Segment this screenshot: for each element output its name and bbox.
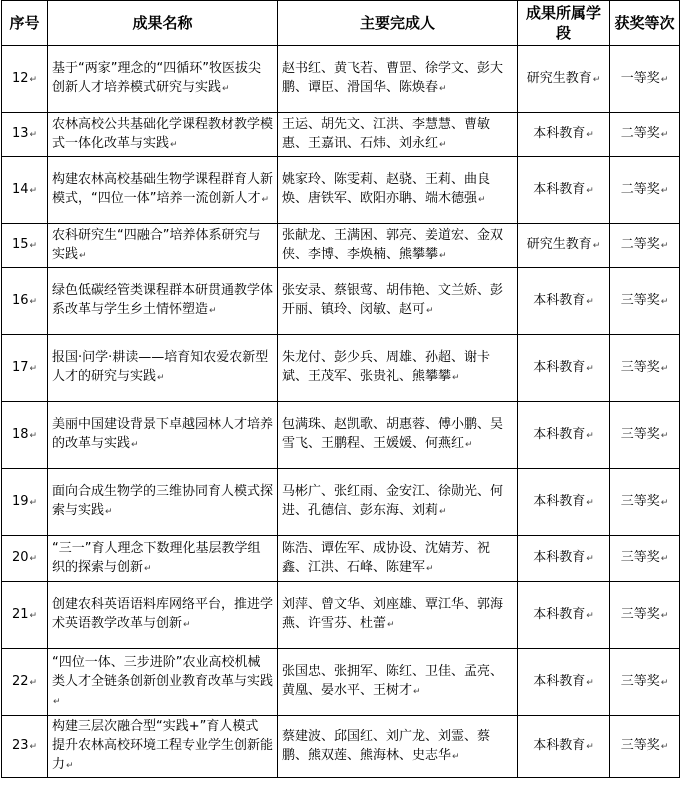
header-stage: 成果所属学段 [518, 1, 610, 46]
award-level: 三等奖 [620, 292, 660, 308]
paragraph-mark-icon: ↵ [170, 139, 178, 150]
award-level: 一等奖 [620, 70, 660, 86]
paragraph-mark-icon: ↵ [79, 250, 87, 261]
paragraph-mark-icon: ↵ [478, 195, 486, 205]
main-contributors-cell [278, 582, 518, 649]
education-stage: 本科教育 [533, 738, 586, 753]
achievement-name: “三一”育人理念下数理化基层教学组织的探索与创新 [52, 540, 261, 575]
main-contributors: 蔡建波、邱国红、刘广龙、刘霊、蔡鹏、熊双莲、熊海林、史志华 [282, 728, 491, 763]
education-stage-cell [518, 716, 610, 778]
achievement-name-cell [48, 649, 278, 716]
education-stage-cell [518, 649, 610, 716]
main-contributors-cell [278, 268, 518, 335]
paragraph-mark-icon: ↵ [586, 363, 594, 374]
achievement-name-cell [48, 157, 278, 224]
paragraph-mark-icon: ↵ [660, 363, 669, 374]
paragraph-mark-icon: ↵ [29, 742, 38, 752]
row-number: 19 [11, 493, 29, 509]
education-stage-cell [518, 469, 610, 536]
header-no: 序号 [2, 1, 48, 46]
row-number: 12 [11, 70, 29, 86]
education-stage-cell [518, 536, 610, 582]
paragraph-mark-icon: ↵ [660, 74, 669, 85]
education-stage: 研究生教育 [526, 237, 592, 252]
award-level-cell [610, 649, 680, 716]
table-row [2, 469, 680, 536]
achievement-name: 美丽中国建设背景下卓越园林人才培养的改革与实践 [52, 417, 274, 451]
main-contributors: 张国忠、张拥军、陈红、卫佳、孟亮、黄凰、晏水平、王树才 [282, 664, 504, 698]
achievement-name: “四位一体、三步进阶”农业高校机械类人才全链条创新创业教育改革与实践 [52, 654, 274, 689]
paragraph-mark-icon: ↵ [439, 139, 447, 150]
table-row [2, 157, 680, 224]
paragraph-mark-icon: ↵ [465, 440, 473, 450]
paragraph-mark-icon: ↵ [660, 430, 669, 441]
paragraph-mark-icon: ↵ [144, 563, 152, 574]
row-number: 20 [11, 550, 29, 565]
paragraph-mark-icon: ↵ [592, 74, 601, 85]
main-contributors-cell [278, 716, 518, 778]
table-row [2, 582, 680, 649]
main-contributors: 包满珠、赵凯歌、胡惠蓉、傅小鹏、吴雪飞、王鹏程、王媛媛、何燕红 [282, 417, 504, 451]
paragraph-mark-icon: ↵ [29, 130, 38, 140]
achievement-name: 农科研究生“四融合”培养体系研究与实践 [52, 227, 261, 262]
education-stage-cell [518, 268, 610, 335]
achievement-name: 基于“两家”理念的“四循环”牧医拔尖创新人才培养模式研究与实践 [52, 61, 261, 95]
row-number: 18 [11, 426, 29, 442]
education-stage-cell [518, 157, 610, 224]
main-contributors-cell [278, 113, 518, 157]
award-level-cell [610, 582, 680, 649]
row-number-cell [2, 157, 48, 224]
row-number-cell [2, 582, 48, 649]
education-stage: 本科教育 [533, 493, 586, 509]
row-number: 15 [11, 237, 29, 252]
paragraph-mark-icon: ↵ [105, 507, 113, 517]
achievement-name-cell [48, 469, 278, 536]
paragraph-mark-icon: ↵ [222, 84, 230, 94]
award-level-cell [610, 113, 680, 157]
paragraph-mark-icon: ↵ [660, 742, 669, 752]
row-number-cell [2, 335, 48, 402]
paragraph-mark-icon: ↵ [660, 610, 669, 621]
award-level: 三等奖 [620, 606, 660, 622]
paragraph-mark-icon: ↵ [586, 296, 594, 307]
paragraph-mark-icon: ↵ [586, 185, 594, 196]
paragraph-mark-icon: ↵ [29, 363, 38, 374]
achievement-name: 农林高校公共基础化学课程教材教学模式一体化改革与实践 [52, 116, 274, 151]
education-stage: 本科教育 [533, 673, 586, 689]
award-level-cell [610, 335, 680, 402]
education-stage: 本科教育 [533, 426, 586, 442]
award-level: 二等奖 [620, 181, 660, 197]
paragraph-mark-icon: ↵ [29, 677, 38, 688]
row-number-cell [2, 649, 48, 716]
main-contributors: 刘萍、曾文华、刘座雄、覃江华、郭海燕、许雪芬、杜蕾 [282, 597, 504, 631]
main-contributors-cell [278, 46, 518, 113]
paragraph-mark-icon: ↵ [387, 620, 395, 630]
table-row [2, 335, 680, 402]
paragraph-mark-icon: ↵ [660, 185, 669, 196]
education-stage-cell [518, 402, 610, 469]
award-level-cell [610, 536, 680, 582]
paragraph-mark-icon: ↵ [586, 610, 594, 621]
paragraph-mark-icon: ↵ [586, 497, 594, 508]
award-level: 三等奖 [620, 738, 660, 753]
paragraph-mark-icon: ↵ [261, 195, 270, 205]
main-contributors-cell [278, 536, 518, 582]
paragraph-mark-icon: ↵ [586, 742, 594, 752]
paragraph-mark-icon: ↵ [586, 677, 594, 688]
row-number: 22 [11, 673, 29, 689]
paragraph-mark-icon: ↵ [586, 130, 594, 140]
table-row [2, 46, 680, 113]
table-row [2, 402, 680, 469]
row-number-cell [2, 536, 48, 582]
education-stage-cell [518, 224, 610, 268]
paragraph-mark-icon: ↵ [29, 554, 38, 564]
award-level-cell [610, 716, 680, 778]
award-level: 二等奖 [620, 237, 660, 252]
paragraph-mark-icon: ↵ [29, 497, 38, 508]
table-row [2, 649, 680, 716]
main-contributors: 马彬广、张红雨、金安江、徐勋光、何进、孔德信、彭东海、刘莉 [282, 484, 504, 518]
row-number: 16 [11, 292, 29, 308]
achievement-name-cell [48, 113, 278, 157]
main-contributors: 朱龙付、彭少兵、周雄、孙超、谢卡斌、王茂军、张贵礼、熊攀攀 [282, 350, 491, 384]
paragraph-mark-icon: ↵ [660, 677, 669, 688]
paragraph-mark-icon: ↵ [29, 241, 38, 251]
header-people: 主要完成人 [278, 1, 518, 46]
paragraph-mark-icon: ↵ [29, 296, 38, 307]
header-name: 成果名称 [48, 1, 278, 46]
award-level-cell [610, 224, 680, 268]
achievement-name: 报国·问学·耕读——培育知农爱农新型人才的研究与实践 [52, 350, 269, 384]
paragraph-mark-icon: ↵ [29, 610, 38, 621]
achievement-name: 面向合成生物学的三维协同育人模式探索与实践 [52, 484, 274, 518]
row-number: 17 [11, 359, 29, 375]
row-number: 14 [11, 181, 29, 197]
main-contributors: 张献龙、王满困、郭亮、姜道宏、金双侠、李博、李焕楠、熊攀攀 [282, 227, 504, 262]
education-stage-cell [518, 46, 610, 113]
paragraph-mark-icon: ↵ [439, 507, 447, 517]
paragraph-mark-icon: ↵ [183, 620, 191, 630]
award-level-cell [610, 157, 680, 224]
paragraph-mark-icon: ↵ [29, 185, 38, 196]
paragraph-mark-icon: ↵ [29, 430, 38, 441]
row-number-cell [2, 402, 48, 469]
paragraph-mark-icon: ↵ [439, 250, 447, 261]
education-stage: 本科教育 [533, 606, 586, 622]
paragraph-mark-icon: ↵ [53, 696, 61, 707]
table-row [2, 268, 680, 335]
main-contributors: 王运、胡先文、江洪、李慧慧、曹敏惠、王嘉讯、石炜、刘永红 [282, 116, 491, 151]
education-stage: 研究生教育 [526, 70, 592, 86]
row-number-cell [2, 268, 48, 335]
paragraph-mark-icon: ↵ [66, 761, 74, 771]
paragraph-mark-icon: ↵ [157, 373, 165, 383]
row-number-cell [2, 46, 48, 113]
row-number: 23 [11, 738, 29, 753]
achievement-name-cell [48, 716, 278, 778]
education-stage: 本科教育 [533, 181, 586, 197]
paragraph-mark-icon: ↵ [660, 554, 669, 564]
paragraph-mark-icon: ↵ [452, 751, 460, 762]
row-number-cell [2, 716, 48, 778]
education-stage: 本科教育 [533, 550, 586, 565]
table-row [2, 224, 680, 268]
header-level: 获奖等次 [610, 1, 680, 46]
table-row [2, 716, 680, 778]
paragraph-mark-icon: ↵ [592, 241, 601, 251]
paragraph-mark-icon: ↵ [586, 554, 594, 564]
paragraph-mark-icon: ↵ [413, 687, 421, 697]
header-row [2, 1, 680, 46]
award-level: 二等奖 [620, 126, 660, 141]
main-contributors-cell [278, 335, 518, 402]
row-number: 13 [11, 126, 29, 141]
achievement-name: 构建农林高校基础生物学课程群育人新模式，“四位一体”培养一流创新人才 [52, 172, 274, 206]
main-contributors-cell [278, 224, 518, 268]
achievement-name: 构建三层次融合型“实践+”育人模式 提升农林高校环境工程专业学生创新能力 [52, 719, 274, 772]
paragraph-mark-icon: ↵ [209, 306, 217, 316]
achievement-name-cell [48, 268, 278, 335]
paragraph-mark-icon: ↵ [660, 497, 669, 508]
achievement-name-cell [48, 224, 278, 268]
row-number-cell [2, 224, 48, 268]
award-level-cell [610, 46, 680, 113]
main-contributors: 陈浩、谭佐军、成协设、沈婧芳、祝鑫、江洪、石峰、陈建军 [282, 540, 491, 575]
row-number: 21 [11, 606, 29, 622]
award-level-cell [610, 402, 680, 469]
achievement-name-cell [48, 582, 278, 649]
education-stage-cell [518, 582, 610, 649]
main-contributors-cell [278, 649, 518, 716]
paragraph-mark-icon: ↵ [660, 130, 669, 140]
paragraph-mark-icon: ↵ [586, 430, 594, 441]
education-stage-cell [518, 113, 610, 157]
main-contributors-cell [278, 157, 518, 224]
table-row [2, 113, 680, 157]
achievement-name-cell [48, 402, 278, 469]
paragraph-mark-icon: ↵ [426, 306, 434, 316]
row-number-cell [2, 469, 48, 536]
achievement-name-cell [48, 46, 278, 113]
award-level: 三等奖 [620, 426, 660, 442]
paragraph-mark-icon: ↵ [452, 373, 460, 383]
award-level: 三等奖 [620, 493, 660, 509]
main-contributors: 姚家玲、陈雯莉、赵骁、王莉、曲良焕、唐铁军、欧阳亦聃、端木德强 [282, 172, 491, 206]
paragraph-mark-icon: ↵ [29, 74, 38, 85]
achievement-name-cell [48, 335, 278, 402]
main-contributors-cell [278, 469, 518, 536]
achievement-name: 创建农科英语语料库网络平台，推进学术英语教学改革与创新 [52, 597, 274, 631]
award-level-cell [610, 469, 680, 536]
award-level: 三等奖 [620, 673, 660, 689]
paragraph-mark-icon: ↵ [439, 84, 447, 94]
paragraph-mark-icon: ↵ [660, 296, 669, 307]
education-stage: 本科教育 [533, 126, 586, 141]
award-level-cell [610, 268, 680, 335]
paragraph-mark-icon: ↵ [131, 440, 139, 450]
main-contributors: 赵书红、黄飞若、曹罡、徐学文、彭大鹏、谭臣、滑国华、陈焕春 [282, 61, 504, 95]
achievement-name: 绿色低碳经管类课程群本研贯通教学体系改革与学生乡土情怀塑造 [52, 283, 274, 317]
main-contributors: 张安录、蔡银莺、胡伟艳、文兰娇、彭开丽、镇玲、闵敏、赵可 [282, 283, 504, 317]
education-stage: 本科教育 [533, 359, 586, 375]
awards-table [1, 0, 680, 778]
award-level: 三等奖 [620, 359, 660, 375]
achievement-name-cell [48, 536, 278, 582]
award-level: 三等奖 [620, 550, 660, 565]
education-stage-cell [518, 335, 610, 402]
main-contributors-cell [278, 402, 518, 469]
table-row [2, 536, 680, 582]
education-stage: 本科教育 [533, 292, 586, 308]
paragraph-mark-icon: ↵ [426, 563, 434, 574]
row-number-cell [2, 113, 48, 157]
table-body [2, 46, 680, 778]
paragraph-mark-icon: ↵ [660, 241, 669, 251]
